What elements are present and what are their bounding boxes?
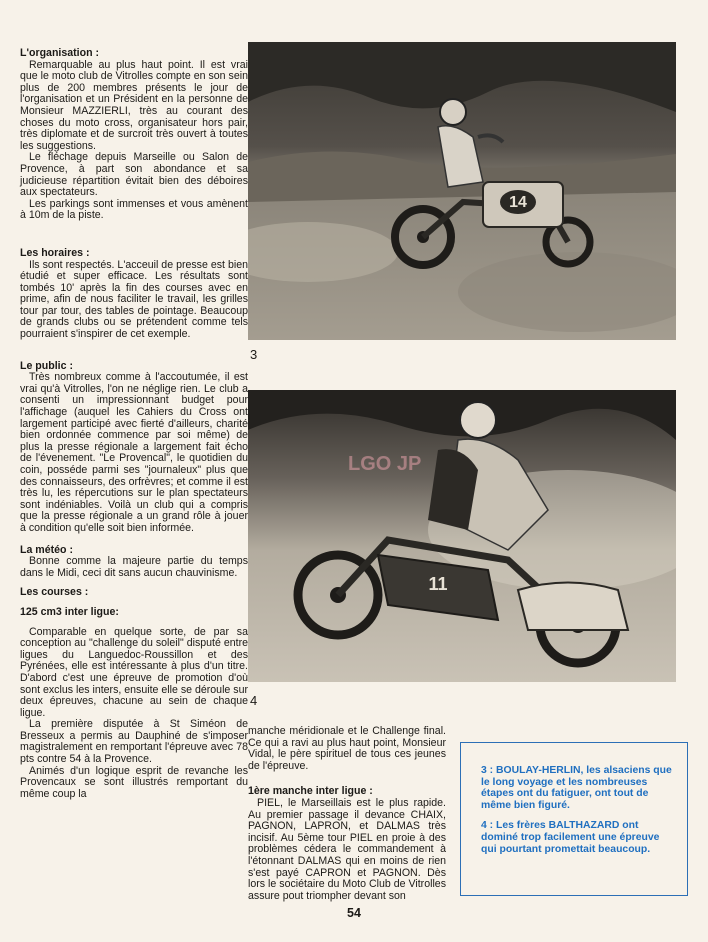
courses-paragraph-3: Animés d'un logique esprit de revanche les Provencaux se sont illustrés remportant du même coup la: [20, 764, 248, 800]
organisation-paragraph-3: Les parkings sont immenses et vous amènent à 10m de la piste.: [20, 197, 248, 222]
middle-column: [248, 726, 446, 902]
photo-3-sidecar: [248, 42, 676, 340]
public-paragraph: Très nombreux comme à l'accoutumée, il est vrai qu'à Vitrolles, l'on ne néglige rien. Le club a consenti un impressionnant budget pour l'affichage (auquel les Cahiers du Cross ont largement participé avec fierté d'ailleurs, charité bien ordonnée commence par soi même) de plus la presse régionale a largement fait écho de l'évenement. "Le Provencal", le quotidien du coin, posséde parmi ses "journaleux" plus que des connaisseurs, des orfrèvres; et comme il est très lu, les répercutions sur le plan spectateurs sont indéniables. Voilà un club qui a compris que la presse régionale a un grand rôle à jouer à condition qu'elle soit bien informée.: [20, 371, 248, 534]
photo-4-image: [248, 390, 676, 682]
courses-subheading: 125 cm3 inter ligue:: [20, 605, 119, 618]
meteo-heading: La météo :: [20, 543, 73, 556]
meteo-paragraph: Bonne comme la majeure partie du temps dans le Midi, ceci dit sans aucun chauvinisme.: [20, 555, 248, 579]
manche-paragraph: PIEL, le Marseillais est le plus rapide. Au premier passage il devance CHAIX, PAGNON, LAPRON, et DALMAS très incisif. Au 5ème tour PIEL en proie à des problèmes cédera le commandement à l'étonnant DALMAS qui en moins de rien s'est payé CAPRON et PAGNON. Dès lors le sociétaire du Moto Club de Vitrolles assure pout triompher devant son: [248, 796, 446, 902]
organisation-paragraph-2: Le fléchage depuis Marseille ou Salon de Provence, à part son abondance et sa judicieuse répartition évitait bien des déboires aux spectateurs.: [20, 151, 248, 199]
public-heading: Le public :: [20, 359, 73, 372]
photo-4-watermark: LGO JP: [348, 453, 422, 475]
courses-paragraph-1: Comparable en quelque sorte, de par sa conception au "challenge du soleil" disputé entre ligues du Languedoc-Roussillon et des Pyrénées, elle est intéressante à plus d'un titre. D'abord c'est une épreuve de promotion d'où sont exclus les inters, ensuite elle se déroule sur deux épreuves, chacune au sein de chaque ligue.: [20, 625, 248, 719]
courses-paragraph-2: La première disputée à St Siméon de Bresseux a permis au Dauphiné de s'imposer magistralement en remportant l'épreuve avec 78 pts contre 54 à la Provence.: [20, 718, 248, 766]
photo-4-number: 4: [250, 693, 258, 708]
photo-4-sidecar: [248, 390, 676, 682]
photo-3-image: [248, 42, 676, 340]
photo-3-number: 3: [250, 347, 258, 362]
organisation-heading: L'organisation :: [20, 47, 100, 59]
photo-captions-box: [460, 742, 688, 896]
left-column: [20, 48, 248, 800]
page-number: 54: [347, 906, 361, 920]
horaires-paragraph: Ils sont respectés. L'acceuil de presse est bien étudié et super efficace. Les résultats sont tombés 10' après la fin des courses avec en prime, afin de nous faciliter le travail, les grilles tour par tour, des tables de pointage. Beaucoup de grands clubs ou se prétendent comme tels pourraient s'inspirer de cet exemple.: [20, 258, 248, 341]
courses-heading: Les courses :: [20, 586, 89, 599]
photo-4-plate-number: 11: [428, 574, 448, 594]
caption-photo-3: 3 : BOULAY-HERLIN, les alsaciens que le long voyage et les nombreuses étapes ont du fatiguer, ont tout de même bien figuré.: [481, 765, 672, 811]
middle-continuation: manche méridionale et le Challenge final. Ce qui a ravi au plus haut point, Monsieur Vidal, le père spirituel de tous ces jeunes de l'épreuve.: [248, 725, 446, 772]
organisation-paragraph-1: Remarquable au plus haut point. Il est vrai que le moto club de Vitrolles compte en son sein plus de 200 membres présents le jour de l'organisation et un Président en la personne de Monsieur MAZZIERLI, très au courant des choses du moto cross, organisateur hors pair, très diplomate et de surcroit très ouvert à toutes les suggestions.: [20, 58, 248, 152]
caption-photo-4: 4 : Les frères BALTHAZARD ont dominé trop facilement une épreuve qui pourtant promettait beaucoup.: [481, 820, 660, 855]
manche-heading: 1ère manche inter ligue :: [248, 785, 373, 798]
horaires-heading: Les horaires :: [20, 246, 90, 259]
photo-3-plate-number: 14: [509, 194, 527, 211]
